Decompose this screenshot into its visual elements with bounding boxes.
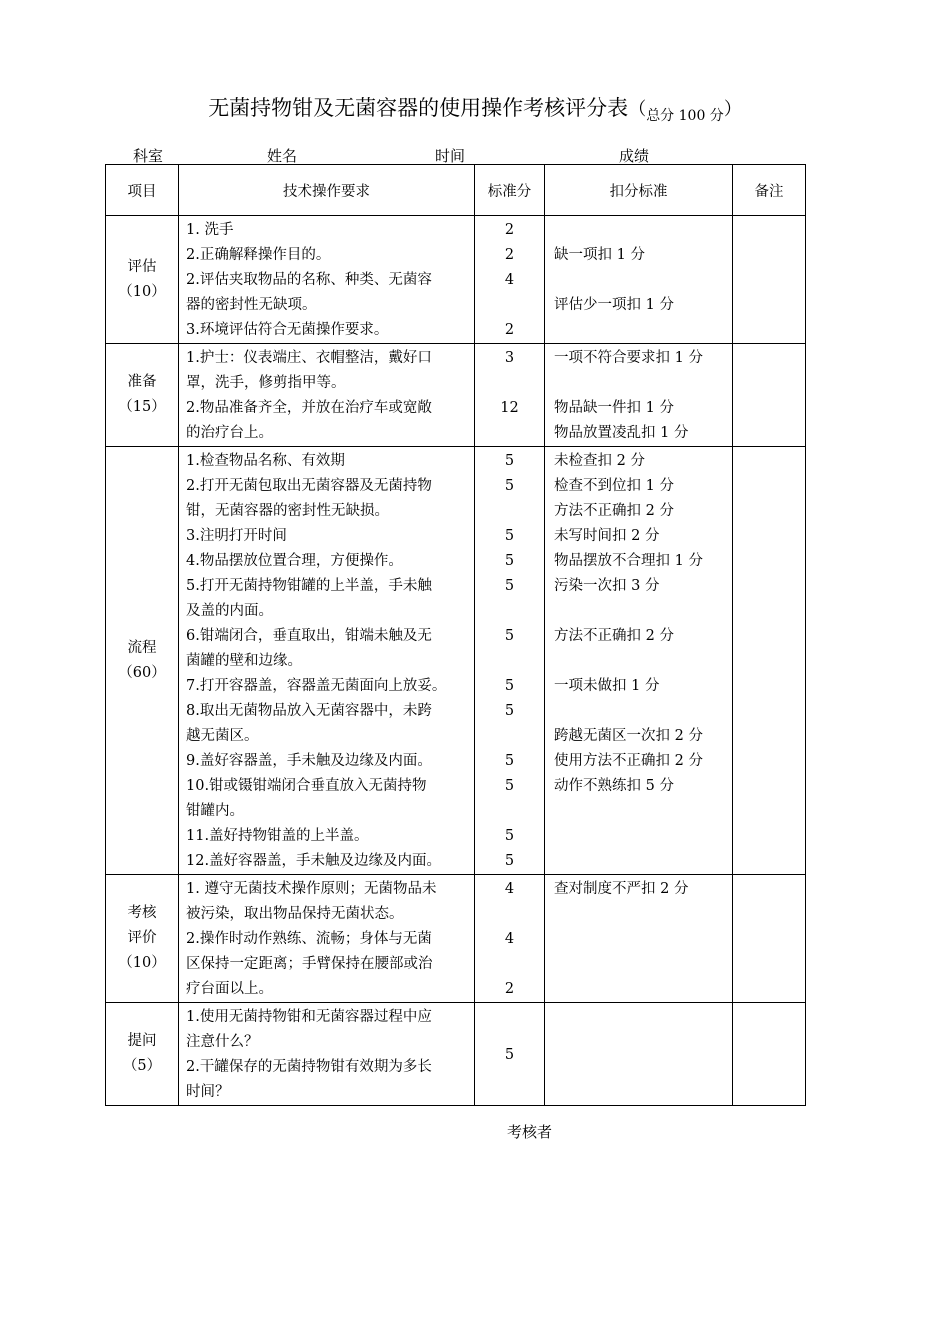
table-row — [106, 216, 806, 344]
section-name-cell — [106, 344, 179, 447]
subtitle-open: （ — [628, 99, 647, 120]
requirement-line: 2.打开无菌包取出无菌容器及无菌持物 — [186, 478, 432, 494]
deduction-line — [554, 318, 728, 343]
requirement-line: 11.盖好持物钳盖的上半盖。 — [186, 828, 369, 844]
deduction-line: 方法不正确扣 2 分 — [554, 628, 674, 644]
standard-score-value: 12 — [500, 400, 519, 416]
deduction-line: 一项不符合要求扣 1 分 — [554, 350, 703, 366]
requirement-line: 1.护士：仪表端庄、衣帽整洁，戴好口 — [186, 350, 432, 366]
standard-score-cell — [475, 344, 545, 447]
deduction-cell — [545, 447, 733, 875]
score-label: 成绩 — [619, 147, 650, 165]
deduction-line: 未检查扣 2 分 — [554, 453, 645, 469]
requirement-line: 1.使用无菌持物钳和无菌容器过程中应 — [186, 1009, 432, 1025]
requirement-line: 2.物品准备齐全，并放在治疗车或宽敞 — [186, 400, 432, 416]
standard-score-value: 5 — [504, 753, 515, 769]
table-row — [106, 344, 806, 447]
standard-score-value — [475, 799, 544, 824]
deduction-line: 缺一项扣 1 分 — [554, 247, 645, 263]
deduction-line — [554, 599, 728, 624]
section-name-cell — [106, 216, 179, 344]
requirement-cell — [179, 875, 475, 1003]
requirement-line: 1. 遵守无菌技术操作原则；无菌物品未 — [186, 881, 437, 897]
standard-score-cell — [475, 875, 545, 1003]
scoring-table — [105, 164, 806, 1106]
standard-score-value: 5 — [504, 478, 515, 494]
deduction-line: 物品放置凌乱扣 1 分 — [554, 425, 689, 441]
standard-score-value — [475, 952, 544, 977]
table-row — [106, 447, 806, 875]
requirement-line: 6.钳端闭合，垂直取出，钳端未触及无 — [186, 628, 432, 644]
deduction-line: 污染一次扣 3 分 — [554, 578, 660, 594]
standard-score-value: 5 — [504, 528, 515, 544]
section-name-line: 评价 — [127, 930, 157, 946]
time-label: 时间 — [435, 147, 466, 165]
requirement-line: 3.注明打开时间 — [186, 528, 287, 544]
standard-score-value — [475, 421, 544, 446]
standard-score-value: 5 — [504, 1046, 515, 1063]
standard-score-value — [475, 499, 544, 524]
section-name-cell — [106, 447, 179, 875]
deduction-line — [554, 952, 728, 977]
deduction-cell — [545, 344, 733, 447]
requirement-line: 钳罐内。 — [186, 803, 244, 819]
section-name-line: 流程 — [127, 639, 157, 656]
subtitle-close: ） — [723, 99, 742, 120]
requirement-line: 区保持一定距离；手臂保持在腰部或治 — [186, 956, 433, 972]
standard-score-value: 2 — [504, 981, 515, 997]
requirement-line: 注意什么？ — [186, 1034, 259, 1050]
department-label: 科室 — [133, 147, 164, 165]
standard-score-cell — [475, 1003, 545, 1106]
section-name-line: （60） — [118, 664, 166, 681]
standard-score-value: 2 — [504, 322, 515, 338]
standard-score-value — [475, 371, 544, 396]
deduction-line: 物品摆放不合理扣 1 分 — [554, 553, 703, 569]
deduction-line — [554, 218, 728, 243]
standard-score-value — [475, 724, 544, 749]
requirement-line: 越无菌区。 — [186, 728, 259, 744]
deduction-line — [554, 371, 728, 396]
section-name-line: （10） — [118, 955, 166, 971]
requirement-line: 1. 洗手 — [186, 222, 234, 238]
deduction-line: 动作不熟练扣 5 分 — [554, 778, 674, 794]
table-body — [106, 216, 806, 1106]
header-standard-score: 标准分 — [475, 165, 545, 216]
requirement-line: 1.检查物品名称、有效期 — [186, 453, 345, 469]
section-name-line: （5） — [122, 1058, 162, 1074]
section-name-line: （15） — [118, 399, 166, 415]
standard-score-value: 5 — [504, 853, 515, 869]
standard-score-value: 2 — [504, 222, 515, 238]
standard-score-value — [475, 649, 544, 674]
deduction-line: 未写时间扣 2 分 — [554, 528, 660, 544]
deduction-cell — [545, 875, 733, 1003]
requirement-line: 2.评估夹取物品的名称、种类、无菌容 — [186, 272, 432, 288]
deduction-line: 方法不正确扣 2 分 — [554, 503, 674, 519]
standard-score-value — [475, 902, 544, 927]
deduction-line — [554, 699, 728, 724]
section-name-line: 提问 — [127, 1033, 157, 1049]
deduction-line — [554, 902, 728, 927]
standard-score-value: 5 — [504, 678, 515, 694]
requirement-line: 5.打开无菌持物钳罐的上半盖，手未触 — [186, 578, 432, 594]
deduction-cell — [545, 1003, 733, 1106]
remarks-cell — [733, 875, 806, 1003]
title-row — [0, 92, 950, 125]
requirement-line: 罩，洗手，修剪指甲等。 — [186, 375, 346, 391]
table-header-row — [106, 165, 806, 216]
requirement-line: 8.取出无菌物品放入无菌容器中，未跨 — [186, 703, 432, 719]
standard-score-value: 5 — [504, 553, 515, 569]
requirement-line: 12.盖好容器盖，手未触及边缘及内面。 — [186, 853, 442, 869]
requirement-line: 时间？ — [186, 1084, 230, 1100]
standard-score-value: 5 — [504, 828, 515, 844]
deduction-line — [554, 824, 728, 849]
requirement-cell — [179, 447, 475, 875]
standard-score-value: 4 — [504, 881, 515, 897]
requirement-line: 7.打开容器盖，容器盖无菌面向上放妥。 — [186, 678, 447, 694]
section-name-line: 考核 — [127, 905, 157, 921]
requirement-line: 被污染，取出物品保持无菌状态。 — [186, 906, 404, 922]
deduction-line: 使用方法不正确扣 2 分 — [554, 753, 703, 769]
standard-score-value: 5 — [504, 628, 515, 644]
standard-score-value — [475, 599, 544, 624]
requirement-cell — [179, 344, 475, 447]
deduction-line: 跨越无菌区一次扣 2 分 — [554, 728, 703, 744]
examiner-label: 考核者 — [507, 1123, 553, 1141]
deduction-line: 评估少一项扣 1 分 — [554, 297, 674, 313]
deduction-line — [554, 927, 728, 952]
table-row — [106, 875, 806, 1003]
standard-score-value: 4 — [504, 272, 515, 288]
requirement-line: 10.钳或镊钳端闭合垂直放入无菌持物 — [186, 778, 427, 794]
deduction-line — [554, 977, 728, 1002]
page-title: 无菌持物钳及无菌容器的使用操作考核评分表 — [208, 96, 629, 120]
deduction-line: 查对制度不严扣 2 分 — [554, 881, 689, 897]
requirement-line: 9.盖好容器盖，手未触及边缘及内面。 — [186, 753, 432, 769]
requirement-line: 疗台面以上。 — [186, 981, 273, 997]
requirement-line: 器的密封性无缺项。 — [186, 297, 317, 313]
requirement-cell — [179, 216, 475, 344]
deduction-line — [554, 799, 728, 824]
requirement-cell — [179, 1003, 475, 1106]
header-item: 项目 — [106, 165, 179, 216]
header-remarks: 备注 — [733, 165, 806, 216]
section-name-cell — [106, 1003, 179, 1106]
remarks-cell — [733, 1003, 806, 1106]
standard-score-value — [475, 293, 544, 318]
total-score-note: 总分 100 分 — [646, 108, 724, 124]
deduction-line: 物品缺一件扣 1 分 — [554, 400, 674, 416]
standard-score-value: 4 — [504, 931, 515, 947]
remarks-cell — [733, 447, 806, 875]
standard-score-value: 3 — [504, 350, 515, 366]
section-name-cell — [106, 875, 179, 1003]
standard-score-value: 5 — [504, 453, 515, 469]
header-deduction: 扣分标准 — [545, 165, 733, 216]
deduction-line — [554, 649, 728, 674]
remarks-cell — [733, 344, 806, 447]
requirement-line: 菌罐的壁和边缘。 — [186, 653, 302, 669]
standard-score-value: 5 — [504, 778, 515, 794]
standard-score-cell — [475, 447, 545, 875]
standard-score-value: 5 — [504, 703, 515, 719]
deduction-line: 检查不到位扣 1 分 — [554, 478, 674, 494]
deduction-cell — [545, 216, 733, 344]
requirement-line: 4.物品摆放位置合理，方便操作。 — [186, 553, 403, 569]
requirement-line: 2.干罐保存的无菌持物钳有效期为多长 — [186, 1059, 432, 1075]
section-name-line: 评估 — [127, 258, 157, 275]
deduction-line: 一项未做扣 1 分 — [554, 678, 660, 694]
standard-score-value: 5 — [504, 578, 515, 594]
name-label: 姓名 — [267, 147, 298, 165]
requirement-line: 2.操作时动作熟练、流畅；身体与无菌 — [186, 931, 432, 947]
requirement-line: 钳，无菌容器的密封性无缺损。 — [186, 503, 389, 519]
requirement-line: 2.正确解释操作目的。 — [186, 247, 331, 263]
table-row — [106, 1003, 806, 1106]
standard-score-value: 2 — [504, 247, 515, 263]
standard-score-cell — [475, 216, 545, 344]
deduction-line — [554, 849, 728, 874]
deduction-line — [554, 268, 728, 293]
requirement-line: 的治疗台上。 — [186, 425, 273, 441]
section-name-line: 准备 — [127, 374, 157, 390]
requirement-line: 及盖的内面。 — [186, 603, 273, 619]
requirement-line: 3.环境评估符合无菌操作要求。 — [186, 322, 389, 338]
header-requirement: 技术操作要求 — [179, 165, 475, 216]
section-name-line: （10） — [118, 283, 166, 300]
remarks-cell — [733, 216, 806, 344]
